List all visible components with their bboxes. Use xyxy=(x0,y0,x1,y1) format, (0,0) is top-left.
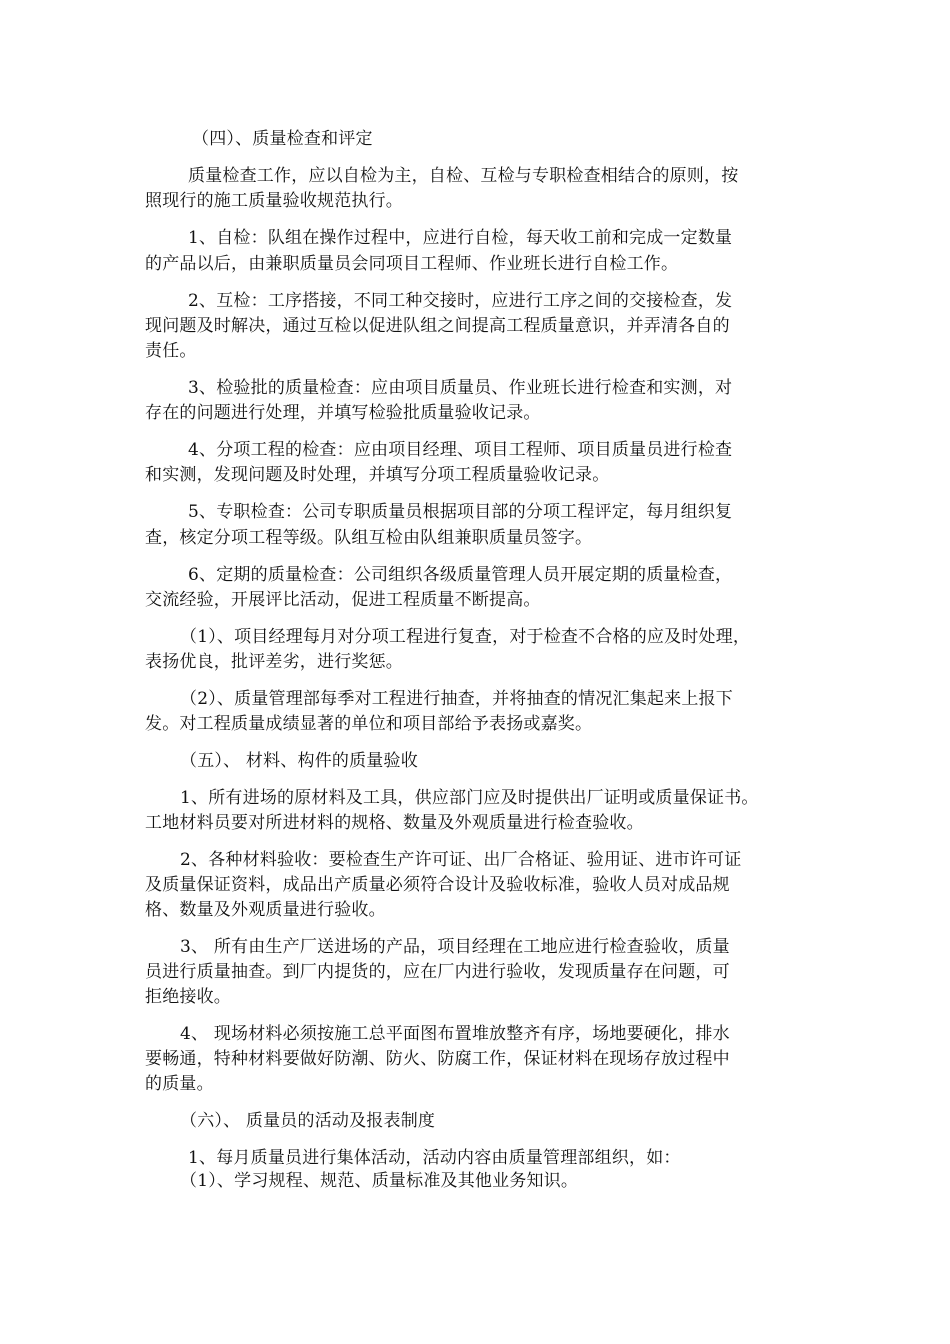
text-line: （五）、 材料、构件的质量验收 xyxy=(180,751,418,771)
text-line: 格、数量及外观质量进行验收。 xyxy=(145,900,386,920)
text-line: 现问题及时解决，通过互检以促进队组之间提高工程质量意识，并弄清各自的 xyxy=(145,316,730,336)
text-line: 的产品以后，由兼职质量员会同项目工程师、作业班长进行自检工作。 xyxy=(145,254,679,274)
text-line: 质量检查工作，应以自检为主，自检、互检与专职检查相结合的原则，按 xyxy=(188,166,739,186)
text-line: （2）、质量管理部每季对工程进行抽查，并将抽查的情况汇集起来上报下 xyxy=(180,689,733,709)
text-line: 2、各种材料验收：要检查生产许可证、出厂合格证、验用证、进市许可证 xyxy=(180,850,742,870)
text-line: 工地材料员要对所进材料的规格、数量及外观质量进行检查验收。 xyxy=(145,813,644,833)
text-line: （六）、 质量员的活动及报表制度 xyxy=(180,1111,436,1131)
text-line: 和实测，发现问题及时处理，并填写分项工程质量验收记录。 xyxy=(145,465,610,485)
text-line: 2、互检：工序搭接，不同工种交接时，应进行工序之间的交接检查，发 xyxy=(188,291,733,311)
text-line: 3、 所有由生产厂送进场的产品，项目经理在工地应进行检查验收，质量 xyxy=(180,937,730,957)
text-line: 表扬优良，批评差劣，进行奖惩。 xyxy=(145,652,403,672)
text-line: 存在的问题进行处理，并填写检验批质量验收记录。 xyxy=(145,403,541,423)
text-line: 拒绝接收。 xyxy=(145,987,231,1007)
text-line: 5、专职检查：公司专职质量员根据项目部的分项工程评定，每月组织复 xyxy=(188,502,733,522)
text-line: （四）、质量检查和评定 xyxy=(192,129,373,149)
text-line: 要畅通，特种材料要做好防潮、防火、防腐工作，保证材料在现场存放过程中 xyxy=(145,1049,730,1069)
text-line: （1）、学习规程、规范、质量标准及其他业务知识。 xyxy=(180,1171,579,1191)
text-line: 3、检验批的质量检查：应由项目质量员、作业班长进行检查和实测，对 xyxy=(188,378,733,398)
text-line: 的质量。 xyxy=(145,1074,214,1094)
text-line: 4、 现场材料必须按施工总平面图布置堆放整齐有序，场地要硬化，排水 xyxy=(180,1024,730,1044)
text-line: 1、每月质量员进行集体活动，活动内容由质量管理部组织，如： xyxy=(188,1148,681,1168)
text-line: 1、自检：队组在操作过程中，应进行自检，每天收工前和完成一定数量 xyxy=(188,228,733,248)
text-line: 责任。 xyxy=(145,341,197,361)
text-line: 及质量保证资料，成品出产质量必须符合设计及验收标准，验收人员对成品规 xyxy=(145,875,730,895)
text-line: 6、定期的质量检查：公司组织各级质量管理人员开展定期的质量检查， xyxy=(188,565,733,585)
text-line: 照现行的施工质量验收规范执行。 xyxy=(145,191,403,211)
text-line: 4、分项工程的检查：应由项目经理、项目工程师、项目质量员进行检查 xyxy=(188,440,733,460)
text-line: （1）、项目经理每月对分项工程进行复查，对于检查不合格的应及时处理， xyxy=(180,627,751,647)
text-line: 发。对工程质量成绩显著的单位和项目部给予表扬或嘉奖。 xyxy=(145,714,593,734)
text-line: 交流经验，开展评比活动，促进工程质量不断提高。 xyxy=(145,590,541,610)
text-line: 查，核定分项工程等级。队组互检由队组兼职质量员签字。 xyxy=(145,528,593,548)
text-line: 员进行质量抽查。到厂内提货的，应在厂内进行验收，发现质量存在问题，可 xyxy=(145,962,730,982)
text-line: 1、所有进场的原材料及工具，供应部门应及时提供出厂证明或质量保证书。 xyxy=(180,788,759,808)
